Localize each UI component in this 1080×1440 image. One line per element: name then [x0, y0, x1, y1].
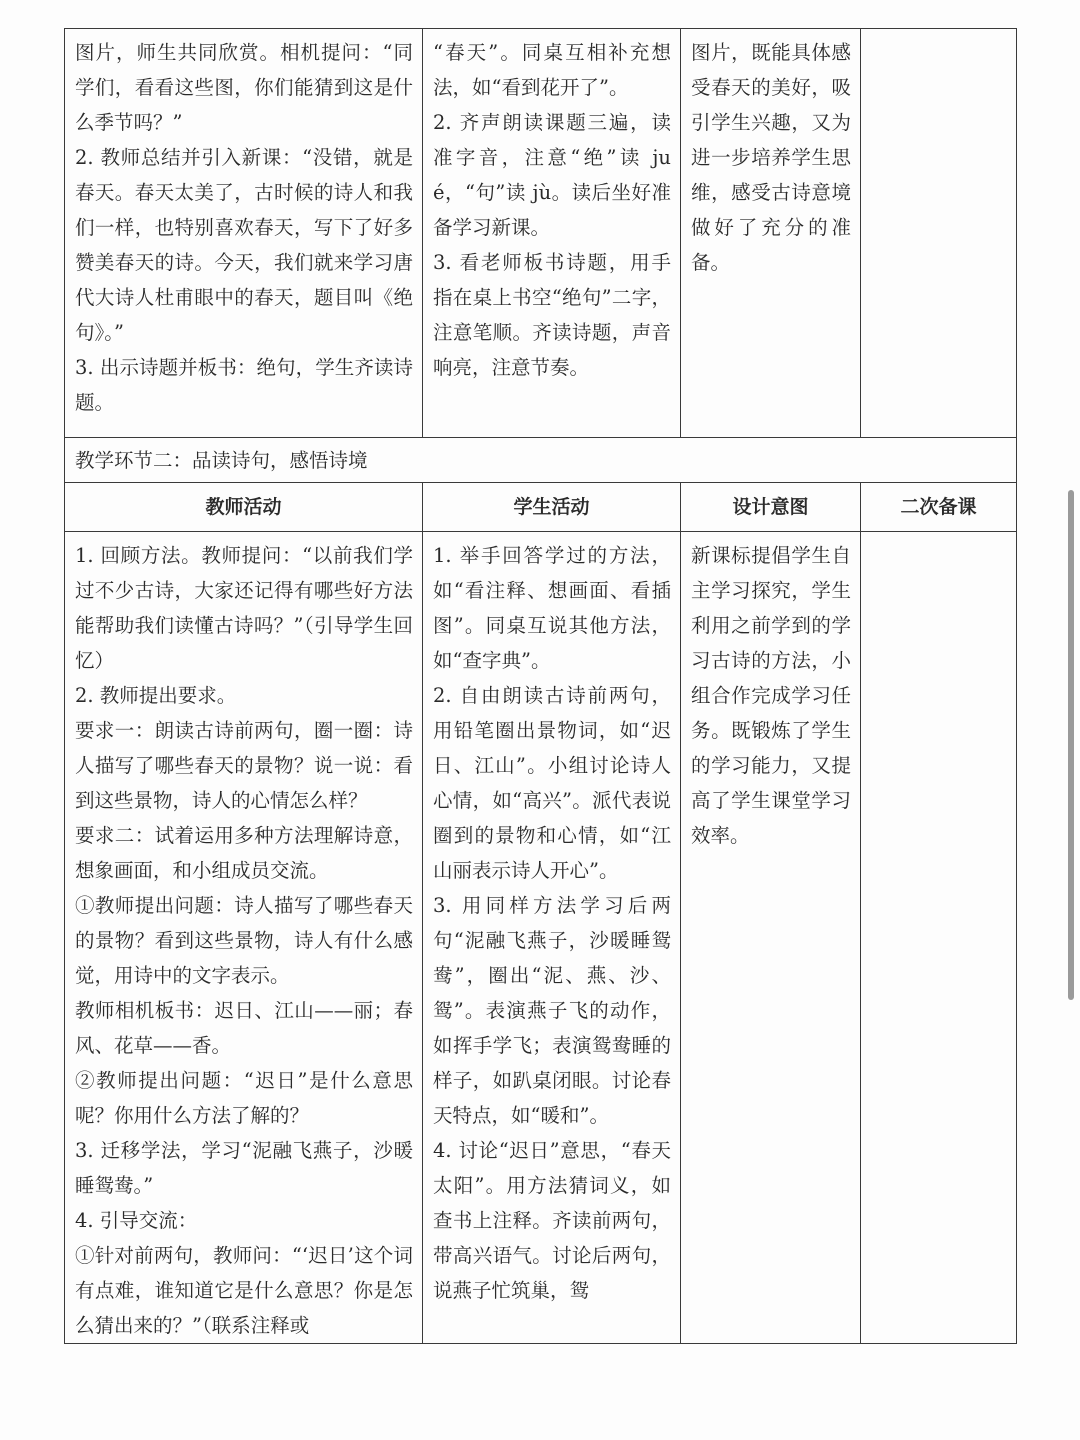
text-line: 3. 看老师板书诗题，用手指在桌上书空“绝句”二字，注意笔顺。齐读诗题，声音响亮，注意节奏。	[433, 251, 671, 379]
header-second-prep: 二次备课	[861, 483, 1017, 532]
text-line: 4. 引导交流：	[75, 1209, 198, 1232]
vertical-scrollbar-thumb[interactable]	[1068, 490, 1074, 1000]
text-line: 3. 出示诗题并板书：绝句，学生齐读诗题。	[75, 356, 413, 414]
cell-student-activity	[423, 532, 681, 1344]
cell-design-intent	[681, 532, 861, 1344]
cell-student-activity-cont	[423, 29, 681, 438]
text-line: ①针对前两句，教师问：“‘迟日’这个词有点难，谁知道它是什么意思？你是怎么猜出来的？”（联系注释或	[75, 1244, 413, 1337]
text-line: 新课标提倡学生自主学习探究，学生利用之前学到的学习古诗的方法，小组合作完成学习任务。既锻炼了学生的学习能力，又提高了学生课堂学习效率。	[691, 544, 851, 847]
text-line: 2. 自由朗读古诗前两句，用铅笔圈出景物词，如“迟日、江山”。小组讨论诗人心情，如“高兴”。派代表说圈到的景物和心情，如“江山丽表示诗人开心”。	[433, 684, 671, 882]
text-line: 图片，师生共同欣赏。相机提问：“同学们，看看这些图，你们能猜到这是什么季节吗？”	[75, 41, 413, 134]
text-line: 1. 回顾方法。教师提问：“以前我们学过不少古诗，大家还记得有哪些好方法能帮助我们读懂古诗吗？”（引导学生回忆）	[75, 544, 413, 672]
table-row-section-title	[65, 438, 1017, 483]
header-teacher-activity: 教师活动	[65, 483, 423, 532]
lesson-plan-table	[64, 28, 1017, 1344]
text-line: 3. 用同样方法学习后两句“泥融飞燕子，沙暖睡鸳鸯”，圈出“泥、燕、沙、鸳”。表演燕子飞的动作，如挥手学飞；表演鸳鸯睡的样子，如趴桌闭眼。讨论春天特点，如“暖和”。	[433, 894, 671, 1127]
text-line: 图片，既能具体感受春天的美好，吸引学生兴趣，又为进一步培养学生思维，感受古诗意境做好了充分的准备。	[691, 41, 851, 274]
text-line: 1. 举手回答学过的方法，如“看注释、想画面、看插图”。同桌互说其他方法，如“查字典”。	[433, 544, 671, 672]
cell-teacher-activity-cont	[65, 29, 423, 438]
section-title: 教学环节二：品读诗句，感悟诗境	[65, 438, 1017, 483]
cell-second-prep	[861, 532, 1017, 1344]
text-line: 要求二：试着运用多种方法理解诗意，想象画面，和小组成员交流。	[75, 824, 413, 882]
text-line: 2. 齐声朗读课题三遍，读准字音，注意“绝”读 jué，“句”读 jù。读后坐好准备学习新课。	[433, 111, 671, 239]
text-line: 2. 教师提出要求。	[75, 684, 237, 707]
header-student-activity: 学生活动	[423, 483, 681, 532]
text-line: 3. 迁移学法，学习“泥融飞燕子，沙暖睡鸳鸯。”	[75, 1139, 413, 1197]
text-line: 4. 讨论“迟日”意思，“春天太阳”。用方法猜词义，如查书上注释。齐读前两句，带高兴语气。讨论后两句，说燕子忙筑巢，鸳	[433, 1139, 671, 1302]
table-row-previous-section	[65, 29, 1017, 438]
text-line: ①教师提出问题：诗人描写了哪些春天的景物？看到这些景物，诗人有什么感觉，用诗中的文字表示。	[75, 894, 413, 987]
header-design-intent: 设计意图	[681, 483, 861, 532]
table-header-row	[65, 483, 1017, 532]
cell-design-intent-cont	[681, 29, 861, 438]
table-row-main	[65, 532, 1017, 1344]
text-line: ②教师提出问题：“迟日”是什么意思呢？你用什么方法了解的？	[75, 1069, 413, 1127]
text-line: 教师相机板书：迟日、江山——丽；春风、花草——香。	[75, 999, 413, 1057]
cell-teacher-activity	[65, 532, 423, 1344]
text-line: 2. 教师总结并引入新课：“没错，就是春天。春天太美了，古时候的诗人和我们一样，也特别喜欢春天，写下了好多赞美春天的诗。今天，我们就来学习唐代大诗人杜甫眼中的春天，题目叫《绝句》。”	[75, 146, 413, 344]
text-line: 要求一：朗读古诗前两句，圈一圈：诗人描写了哪些春天的景物？说一说：看到这些景物，诗人的心情怎么样？	[75, 719, 413, 812]
cell-second-prep-cont	[861, 29, 1017, 438]
text-line: “春天”。同桌互相补充想法，如“看到花开了”。	[433, 41, 671, 99]
